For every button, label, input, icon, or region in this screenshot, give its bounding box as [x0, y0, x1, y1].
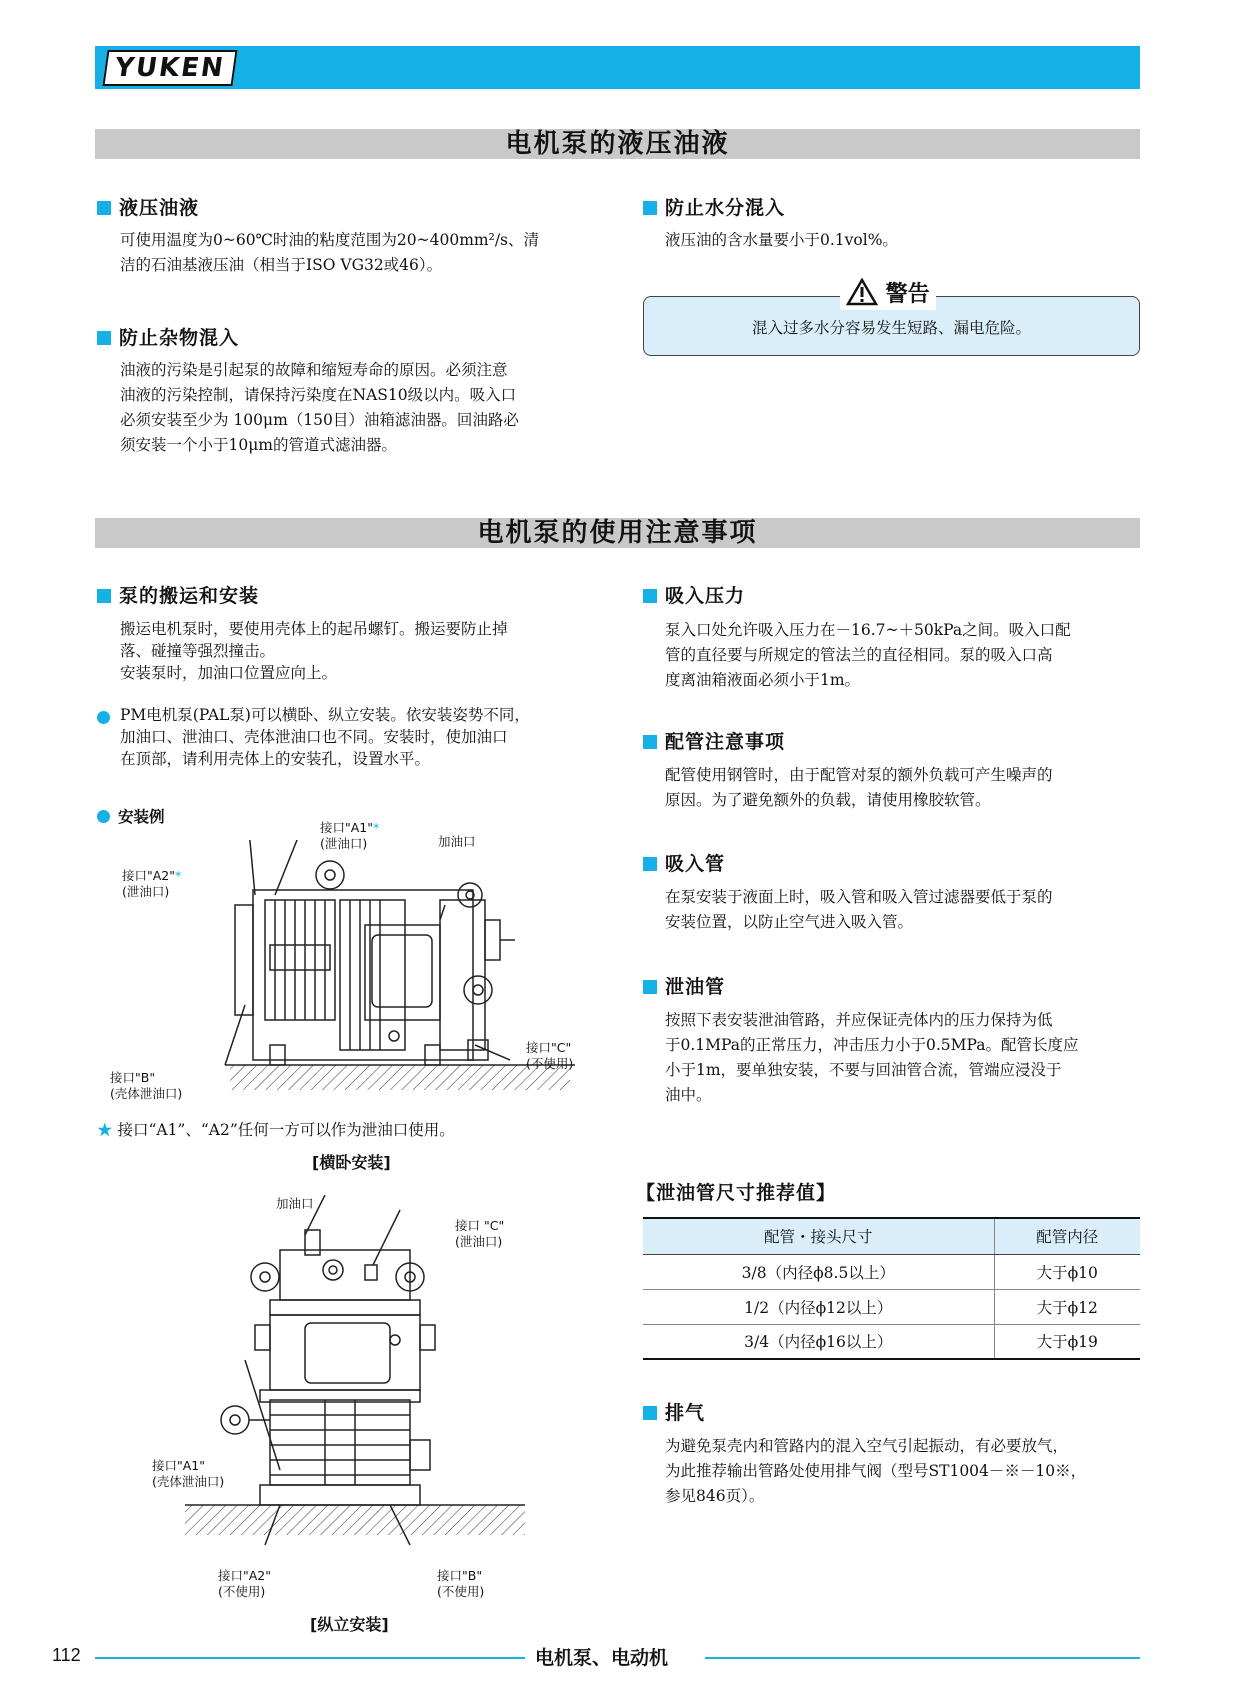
drain-table-header: 配管内径	[994, 1218, 1140, 1254]
table-row	[643, 1289, 1140, 1324]
round-bullet-icon	[97, 711, 110, 724]
piping-text: 配管使用钢管时，由于配管对泵的额外负载可产生噪声的 原因。为了避免额外的负载，请使用橡胶软管。	[665, 766, 1053, 809]
suction-pipe-text: 在泵安装于液面上时，吸入管和吸入管过滤器要低于泵的 安装位置，以防止空气进入吸入管。	[665, 888, 1053, 931]
table-row	[643, 1324, 1140, 1359]
square-bullet-icon	[97, 201, 111, 215]
drain-table-title: 【泄油管尺寸推荐值】	[636, 1182, 837, 1204]
example-label: 安装例	[97, 805, 165, 830]
header-bar	[95, 46, 1140, 89]
exhaust-text: 为避免泵壳内和管路内的混入空气引起振动，有必要放气， 为此推荐输出管路处使用排气阀（型号ST1004－※－10※， 参见846页）。	[665, 1437, 1087, 1505]
heading-fluid: 液压油液	[97, 193, 199, 220]
section-title-fluid: 电机泵的液压油液	[95, 129, 1140, 159]
square-bullet-icon	[643, 589, 657, 603]
section-title-precautions: 电机泵的使用注意事项	[95, 518, 1140, 548]
drain-table-wrapper	[643, 1217, 1140, 1360]
warning-text: 混入过多水分容易发生短路、漏电危险。	[751, 319, 1031, 337]
label-port-a1-vertical: 接口"A1" (壳体泄油口)	[152, 1458, 225, 1489]
heading-contamination: 防止杂物混入	[97, 323, 239, 350]
square-bullet-icon	[97, 331, 111, 345]
table-cell: 3/8（内径ϕ8.5以上）	[643, 1254, 994, 1289]
page-number: 112	[52, 1645, 81, 1665]
table-row	[643, 1254, 1140, 1289]
label-port-b-vertical: 接口"B" (不使用)	[437, 1568, 485, 1599]
square-bullet-icon	[97, 589, 111, 603]
caption-horizontal: [横卧安装]	[312, 1153, 391, 1172]
square-bullet-icon	[643, 980, 657, 994]
warning-triangle-icon	[846, 278, 878, 306]
label-fill-port: 加油口	[438, 834, 476, 849]
transport-text: 搬运电机泵时，要使用壳体上的起吊螺钉。搬运要防止掉 落、碰撞等强烈撞击。 安装泵时，加油口位置应向上。	[120, 620, 508, 682]
heading-water: 防止水分混入	[643, 193, 785, 220]
heading-suction-pipe: 吸入管	[643, 849, 725, 876]
orientation-text: PM电机泵(PAL泵)可以横卧、纵立安装。依安装姿势不同， 加油口、泄油口、壳体泄油口也不同。安装时，使加油口 在顶部，请利用壳体上的安装孔，设置水平。	[120, 706, 530, 768]
square-bullet-icon	[643, 201, 657, 215]
footer-rule-right	[705, 1657, 1140, 1659]
label-port-b: 接口"B" (壳体泄油口)	[110, 1070, 183, 1101]
footer-title: 电机泵、电动机	[535, 1647, 669, 1669]
drain-table-header: 配管・接头尺寸	[643, 1218, 994, 1254]
yuken-logo: YUKEN	[102, 50, 237, 86]
label-port-c-vertical: 接口 "C" (泄油口)	[455, 1218, 505, 1249]
table-cell: 大于ϕ10	[994, 1254, 1140, 1289]
warning-title: 警告	[840, 278, 936, 310]
suction-pressure-text: 泵入口处允许吸入压力在－16.7~＋50kPa之间。吸入口配 管的直径要与所规定的管法兰的直径相同。泵的吸入口高 度离油箱液面必须小于1m。	[665, 621, 1071, 689]
heading-piping: 配管注意事项	[643, 727, 785, 754]
label-port-a2-vertical: 接口"A2" (不使用)	[218, 1568, 272, 1599]
drain-pipe-text: 按照下表安装泄油管路，并应保证壳体内的压力保持为低 于0.1MPa的正常压力，冲击压力小于0.5MPa。配管长度应 小于1m，要单独安装，不要与回油管合流，管端应浸没于 油中。	[665, 1011, 1079, 1104]
table-cell: 大于ϕ19	[994, 1324, 1140, 1359]
label-fill-port-vertical: 加油口	[276, 1196, 314, 1211]
horizontal-mount-drawing	[210, 840, 590, 1115]
vertical-mount-drawing	[185, 1195, 525, 1565]
fluid-text: 可使用温度为0~60℃时油的粘度范围为20~400mm²/s、清 洁的石油基液压油（相当于ISO VG32或46）。	[120, 231, 539, 274]
label-port-a2: 接口"A2"* (泄油口)	[122, 868, 182, 899]
star-note: ★ 接口“A1”、“A2”任何一方可以作为泄油口使用。	[97, 1121, 455, 1139]
water-text: 液压油的含水量要小于0.1vol%。	[665, 231, 898, 249]
heading-drain-pipe: 泄油管	[643, 972, 725, 999]
caption-vertical: [纵立安装]	[310, 1615, 389, 1634]
square-bullet-icon	[643, 1406, 657, 1420]
table-cell: 大于ϕ12	[994, 1289, 1140, 1324]
square-bullet-icon	[643, 735, 657, 749]
table-cell: 3/4（内径ϕ16以上）	[643, 1324, 994, 1359]
square-bullet-icon	[643, 857, 657, 871]
round-bullet-icon	[97, 810, 110, 823]
table-cell: 1/2（内径ϕ12以上）	[643, 1289, 994, 1324]
contamination-text: 油液的污染是引起泵的故障和缩短寿命的原因。必须注意 油液的污染控制，请保持污染度在NAS10级以内。吸入口 必须安装至少为 100μm（150目）油箱滤油器。回油路必 须安装一个小于10μm的管道式滤油器。	[120, 361, 519, 454]
drain-table	[643, 1217, 1140, 1360]
label-port-a1: 接口"A1"* (泄油口)	[320, 820, 380, 851]
footer-rule-left	[95, 1657, 525, 1659]
label-port-c: 接口"C" (不使用)	[526, 1040, 574, 1071]
heading-exhaust: 排气	[643, 1398, 705, 1425]
heading-suction-pressure: 吸入压力	[643, 581, 745, 608]
heading-transport: 泵的搬运和安装	[97, 581, 259, 608]
star-icon: ★	[97, 1121, 113, 1139]
